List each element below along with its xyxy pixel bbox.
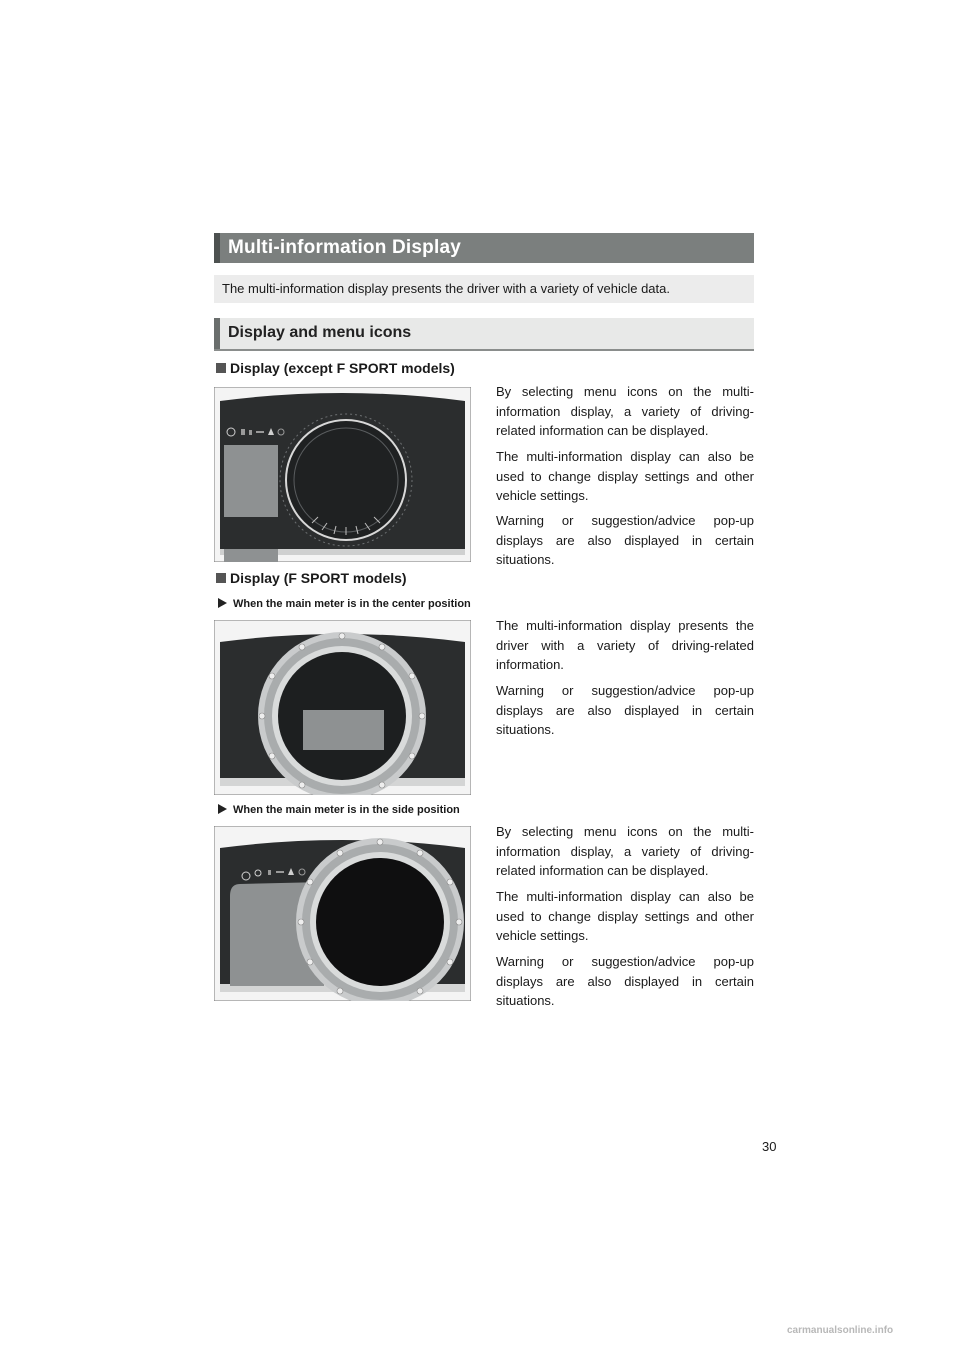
variant-bullet [218, 598, 471, 610]
footer-watermark: carmanualsonline.info [787, 1325, 894, 1336]
meter-illustration-center [214, 620, 471, 795]
intro-text: The multi-information display presents the driver with a variety of vehicle data. [214, 275, 754, 303]
paragraph: Warning or suggestion/advice pop-up displays are also displayed in certain situations. [496, 683, 754, 737]
triangle-bullet-icon [218, 598, 227, 608]
subsection-heading-text: Display (F SPORT models) [230, 570, 407, 586]
section-title-bar [214, 318, 754, 351]
subsection-heading [216, 570, 407, 586]
square-bullet-icon [216, 573, 226, 583]
title-accent [214, 233, 220, 263]
page-number: 30 [762, 1139, 777, 1154]
paragraph: The multi-information display presents the driver with a variety of driving-related information. [496, 618, 754, 672]
section-accent [214, 318, 220, 349]
paragraph: Warning or suggestion/advice pop-up displays are also displayed in certain situations. [496, 954, 754, 1008]
chapter-title-bar [214, 233, 754, 263]
square-bullet-icon [216, 363, 226, 373]
paragraph: By selecting menu icons on the multi-information display, a variety of driving-related information can be displayed. [496, 384, 754, 438]
variant-bullet [218, 804, 460, 816]
paragraph: The multi-information display can also be used to change display settings and other vehicle settings. [496, 889, 754, 943]
meter-illustration-standard [214, 387, 471, 562]
triangle-bullet-icon [218, 804, 227, 814]
paragraph: The multi-information display can also be used to change display settings and other vehicle settings. [496, 449, 754, 503]
page-title: Multi-information Display [228, 237, 461, 258]
paragraph: By selecting menu icons on the multi-information display, a variety of driving-related information can be displayed. [496, 824, 754, 878]
subsection-heading [216, 360, 455, 376]
section-title: Display and menu icons [228, 324, 412, 341]
variant-bullet-text: When the main meter is in the side position [233, 804, 460, 816]
meter-illustration-side [214, 826, 471, 1001]
subsection-heading-text: Display (except F SPORT models) [230, 360, 455, 376]
paragraph: Warning or suggestion/advice pop-up displays are also displayed in certain situations. [496, 513, 754, 567]
variant-bullet-text: When the main meter is in the center position [233, 598, 471, 610]
